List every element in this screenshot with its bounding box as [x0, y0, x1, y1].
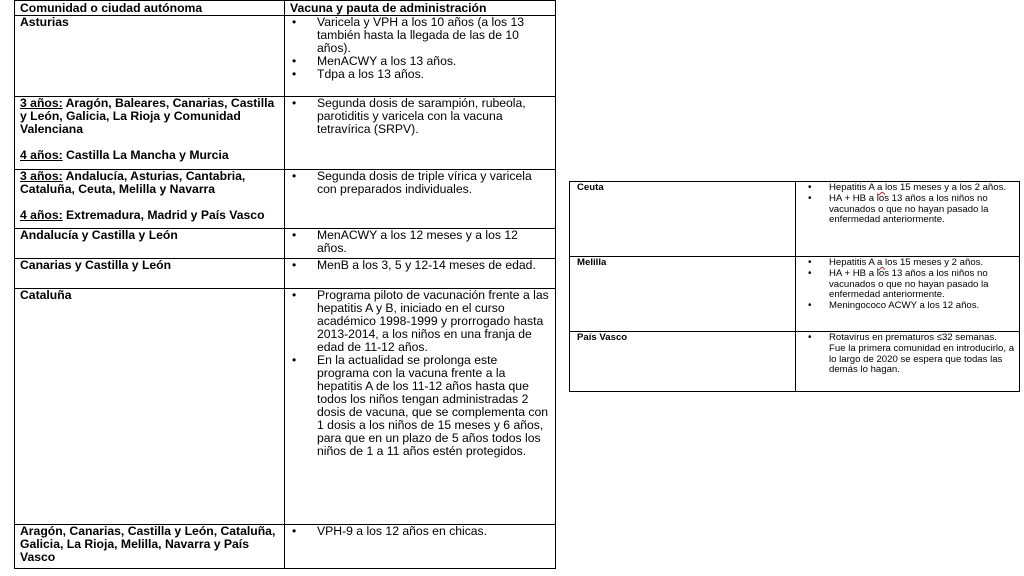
age-label: 3 años:	[20, 96, 63, 110]
vaccine-cell	[285, 525, 556, 569]
vaccine-cell	[285, 16, 556, 97]
region-list: Aragón, Baleares, Canarias, Castilla y León, Galicia, La Rioja y Comunidad Valenciana	[20, 96, 275, 136]
table-header-row	[15, 1, 556, 16]
list-item: • MenACWY a los 13 años.	[317, 55, 551, 68]
region-group	[20, 149, 280, 162]
table-row	[570, 257, 1020, 332]
header-region: Comunidad o ciudad autónoma	[15, 1, 285, 16]
table-row	[15, 525, 556, 569]
list-item: • MenACWY a los 12 meses y a los 12 años.	[317, 229, 551, 255]
region-cell	[15, 16, 285, 97]
list-item: • HA + HB a los 13 años a los niños no vacunados o que no hayan pasado la enfermedad anteriormente.	[829, 269, 1016, 301]
list-item: • Programa piloto de vacunación frente a las hepatitis A y B, iniciado en el curso académico 1998-1999 y prorrogado hasta 2013-2014, a los niños en una franja de edad de 11-12 años.	[317, 289, 551, 354]
vaccine-list	[803, 333, 1016, 376]
vaccine-cell	[796, 182, 1020, 257]
spellcheck-mark: a	[877, 257, 886, 268]
table-row	[570, 182, 1020, 257]
list-item: • Meningococo ACWY a los 12 años.	[829, 301, 1016, 312]
table-row	[570, 332, 1020, 392]
vaccine-cell	[796, 332, 1020, 392]
vaccine-list	[803, 258, 1016, 312]
region-group	[20, 97, 280, 136]
list-item: • En la actualidad se prolonga este programa con la vacuna frente a la hepatitis A de los 11-12 años hasta que todos los niños tengan administradas 2 dosis de vacuna, que se complementa con 1 dosis a los niños de 15 meses y 6 años, para que en un plazo de 5 años todos los niños de 1 a 11 años estén protegidos.	[317, 354, 551, 458]
vaccine-list	[290, 289, 551, 458]
region-cell	[15, 170, 285, 229]
vaccine-cell	[285, 170, 556, 229]
vaccine-list	[290, 525, 551, 538]
city-vaccination-table	[569, 181, 1020, 392]
list-item: • Tdpa a los 13 años.	[317, 68, 551, 81]
vaccine-list	[290, 170, 551, 196]
region-cell: Canarias y Castilla y León	[15, 259, 285, 289]
region-cell	[15, 97, 285, 170]
vaccination-table	[14, 0, 556, 569]
list-item: • VPH-9 a los 12 años en chicas.	[317, 525, 551, 538]
table-row	[15, 16, 556, 97]
vaccine-list	[803, 183, 1016, 226]
list-item: • Hepatitis A a los 15 meses y a los 2 años.	[829, 183, 1016, 194]
region-list: Extremadura, Madrid y País Vasco	[62, 208, 265, 222]
vaccine-cell	[285, 289, 556, 525]
age-label: 4 años:	[20, 208, 63, 222]
age-label: 3 años:	[20, 169, 63, 183]
region-group	[20, 209, 280, 222]
vaccine-list	[290, 229, 551, 255]
list-item: • Rotavirus en prematuros ≤32 semanas. Fue la primera comunidad en introducirlo, a lo largo de 2020 se espera que todas las demás lo hagan.	[829, 333, 1016, 376]
vaccine-cell	[285, 229, 556, 259]
table-row	[15, 229, 556, 259]
list-item: • Segunda dosis de triple vírica y varicela con preparados individuales.	[317, 170, 551, 196]
table-row	[15, 289, 556, 525]
region-cell: País Vasco	[570, 332, 796, 392]
table-row	[15, 170, 556, 229]
list-item: • HA + HB a los 13 años a los niños no vacunados o que no hayan pasado la enfermedad anteriormente.	[829, 194, 1016, 226]
spellcheck-mark: a	[877, 182, 886, 193]
region-name: Asturias	[20, 15, 69, 29]
age-label: 4 años:	[20, 148, 63, 162]
list-item: • Segunda dosis de sarampión, rubeola, parotiditis y varicela con la vacuna tetravírica (SRPV).	[317, 97, 551, 136]
region-list: Castilla La Mancha y Murcia	[62, 148, 229, 162]
list-item: • Varicela y VPH a los 10 años (a los 13 también hasta la llegada de las de 10 años).	[317, 16, 551, 55]
region-cell: Melilla	[570, 257, 796, 332]
table-row	[15, 259, 556, 289]
header-vaccine: Vacuna y pauta de administración	[285, 1, 556, 16]
vaccine-cell	[796, 257, 1020, 332]
region-group	[20, 170, 280, 196]
list-item: • MenB a los 3, 5 y 12-14 meses de edad.	[317, 259, 551, 272]
vaccine-list	[290, 16, 551, 81]
region-cell: Ceuta	[570, 182, 796, 257]
region-cell: Andalucía y Castilla y León	[15, 229, 285, 259]
region-list: Andalucía, Asturias, Cantabria, Cataluña, Ceuta, Melilla y Navarra	[20, 169, 246, 196]
table-row	[15, 97, 556, 170]
region-cell: Cataluña	[15, 289, 285, 525]
list-item: • Hepatitis A a los 15 meses y 2 años.	[829, 258, 1016, 269]
vaccine-cell	[285, 97, 556, 170]
vaccine-cell	[285, 259, 556, 289]
vaccine-list	[290, 259, 551, 272]
vaccine-list	[290, 97, 551, 136]
region-cell: Aragón, Canarias, Castilla y León, Cataluña, Galicia, La Rioja, Melilla, Navarra y País Vasco	[15, 525, 285, 569]
